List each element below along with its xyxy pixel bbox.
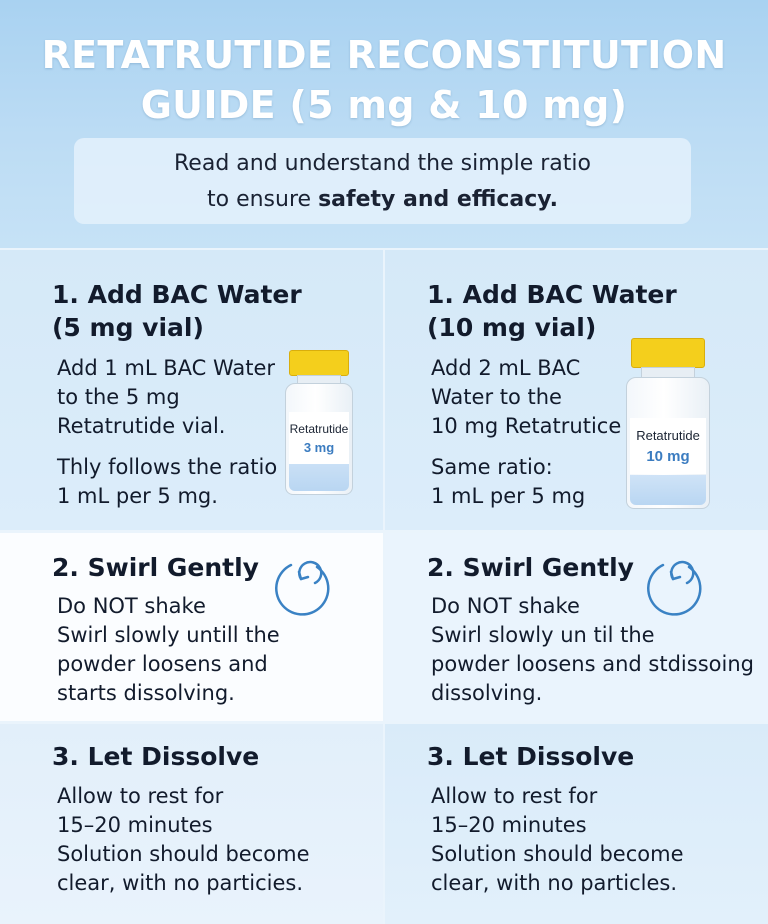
step3-line: clear, with no particies.	[57, 871, 304, 895]
step3-title: 3. Let Dissolve	[427, 742, 635, 771]
step2-line: dissolving.	[431, 681, 543, 705]
step3-line: clear, with no particles.	[431, 871, 678, 895]
step3-line: Allow to rest for	[431, 784, 598, 808]
step3-line: Allow to rest for	[57, 784, 224, 808]
swirl-arrow-icon	[271, 555, 335, 619]
page-title	[0, 30, 768, 130]
step1-line: to the 5 mg	[57, 385, 180, 409]
step3-line: 15–20 minutes	[431, 813, 587, 837]
vial-dose: 10 mg	[646, 448, 690, 465]
step1-note-line: Same ratio:	[431, 455, 553, 479]
step1-instructions	[431, 354, 621, 441]
step1-note-line: 1 mL per 5 mg	[431, 484, 586, 508]
step1-title	[52, 278, 302, 344]
subtitle-line-2-text: to ensure	[207, 187, 319, 212]
step1-instructions	[57, 354, 275, 441]
step2-title: 2. Swirl Gently	[427, 553, 634, 582]
step1-note-line: 1 mL per 5 mg.	[57, 484, 218, 508]
step2-line: starts dissolving.	[57, 681, 235, 705]
subtitle-emphasis: safety and efficacy.	[318, 187, 558, 212]
step2-line: Do NOT shake	[431, 594, 580, 618]
step1-line: Add 2 mL BAC	[431, 356, 581, 380]
title-line-1: RETATRUTIDE RECONSTITUTION	[41, 33, 727, 77]
step1-title-line-1: 1. Add BAC Water	[427, 280, 677, 309]
step2-instructions	[57, 592, 280, 708]
step3-title: 3. Let Dissolve	[52, 742, 260, 771]
step2-line: powder loosens and stdissoing	[431, 652, 754, 676]
header-banner	[0, 0, 768, 248]
step1-card-5mg	[0, 250, 383, 530]
step1-title-line-2: (10 mg vial)	[427, 313, 597, 342]
step1-card-10mg	[385, 250, 768, 530]
vial-label	[630, 418, 706, 474]
vial-name: Retatrutide	[289, 422, 349, 436]
step3-line: Solution should become	[57, 842, 310, 866]
step3-card-5mg	[0, 724, 383, 924]
vial-icon	[285, 350, 353, 496]
vial-name: Retatrutide	[636, 428, 700, 443]
step1-note-line: Thly follows the ratio	[57, 455, 278, 479]
step1-line: Add 1 mL BAC Water	[57, 356, 276, 380]
step2-line: Swirl slowly untill the	[57, 623, 280, 647]
step3-card-10mg	[385, 724, 768, 924]
step1-ratio-note	[431, 453, 585, 511]
step2-line: Swirl slowly un til the	[431, 623, 655, 647]
step1-title	[427, 278, 677, 344]
step3-line: 15–20 minutes	[57, 813, 213, 837]
step1-title-line-2: (5 mg vial)	[52, 313, 204, 342]
step2-line: Do NOT shake	[57, 594, 206, 618]
step1-line: 10 mg Retatrutice	[431, 414, 622, 438]
step1-line: Retatrutide vial.	[57, 414, 226, 438]
title-line-2: GUIDE (5 mg & 10 mg)	[140, 83, 628, 127]
step2-card-5mg	[0, 533, 383, 721]
subtitle-box	[74, 138, 691, 224]
vial-icon	[626, 338, 710, 510]
subtitle-line-2	[74, 182, 691, 218]
step3-instructions	[57, 782, 310, 898]
step1-title-line-1: 1. Add BAC Water	[52, 280, 302, 309]
vial-dose: 3 mg	[303, 440, 335, 455]
step1-line: Water to the	[431, 385, 562, 409]
step2-title: 2. Swirl Gently	[52, 553, 259, 582]
step3-instructions	[431, 782, 684, 898]
swirl-arrow-icon	[643, 555, 707, 619]
step2-line: powder loosens and	[57, 652, 268, 676]
step2-card-10mg	[385, 533, 768, 721]
vial-label	[289, 412, 349, 464]
step1-ratio-note	[57, 453, 277, 511]
subtitle-line-1: Read and understand the simple ratio	[174, 151, 591, 176]
step3-line: Solution should become	[431, 842, 684, 866]
